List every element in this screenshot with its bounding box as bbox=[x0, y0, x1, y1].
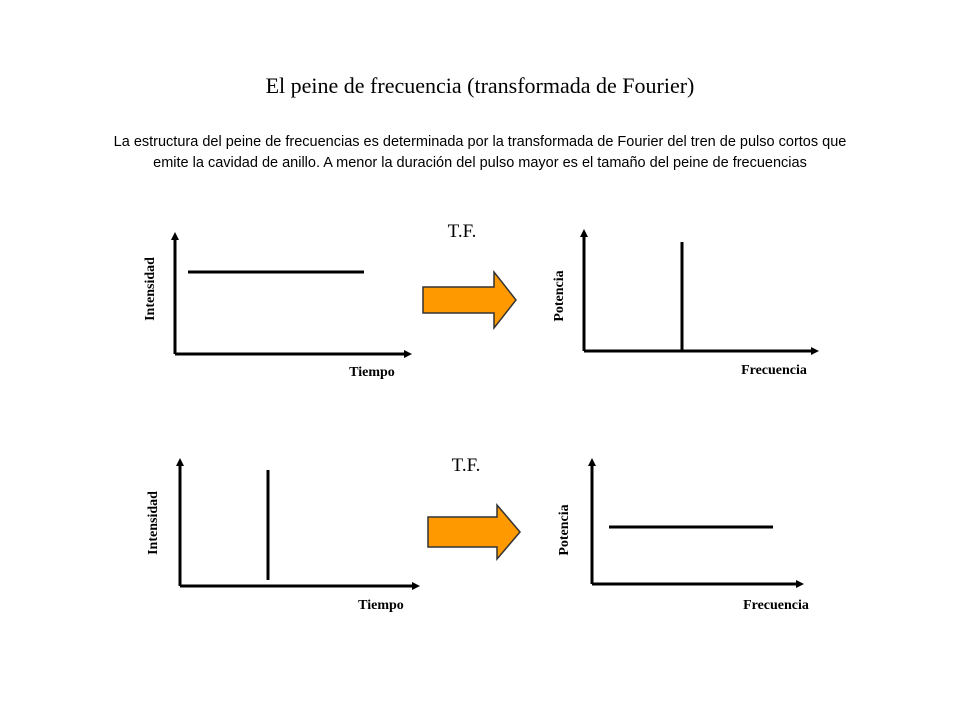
y-axis-label: Potencia bbox=[557, 504, 572, 556]
page-title: El peine de frecuencia (transformada de Fourier) bbox=[265, 73, 695, 98]
tf-label: T.F. bbox=[447, 221, 477, 242]
y-axis-label: Potencia bbox=[552, 270, 567, 322]
time-plot-constant bbox=[143, 236, 408, 380]
x-axis-label: Frecuencia bbox=[741, 363, 807, 378]
description-text: La estructura del peine de frecuencias es determinada por la transformada de Fourier del tren de pulso cortos que emite la cavidad de anillo. A menor la duración del pulso mayor es el tamaño del peine de frecuencias bbox=[113, 134, 847, 171]
y-axis-label: Intensidad bbox=[146, 491, 161, 555]
transform-arrow bbox=[428, 505, 520, 559]
transform-arrow bbox=[423, 272, 516, 328]
tf-label: T.F. bbox=[451, 455, 481, 476]
x-axis-label: Tiempo bbox=[349, 365, 395, 380]
time-plot-line bbox=[146, 462, 416, 613]
frequency-plot-constant bbox=[557, 462, 809, 613]
frequency-plot-line bbox=[552, 233, 815, 378]
y-axis-label: Intensidad bbox=[143, 257, 158, 321]
x-axis-label: Frecuencia bbox=[743, 598, 809, 613]
x-axis-label: Tiempo bbox=[358, 598, 404, 613]
